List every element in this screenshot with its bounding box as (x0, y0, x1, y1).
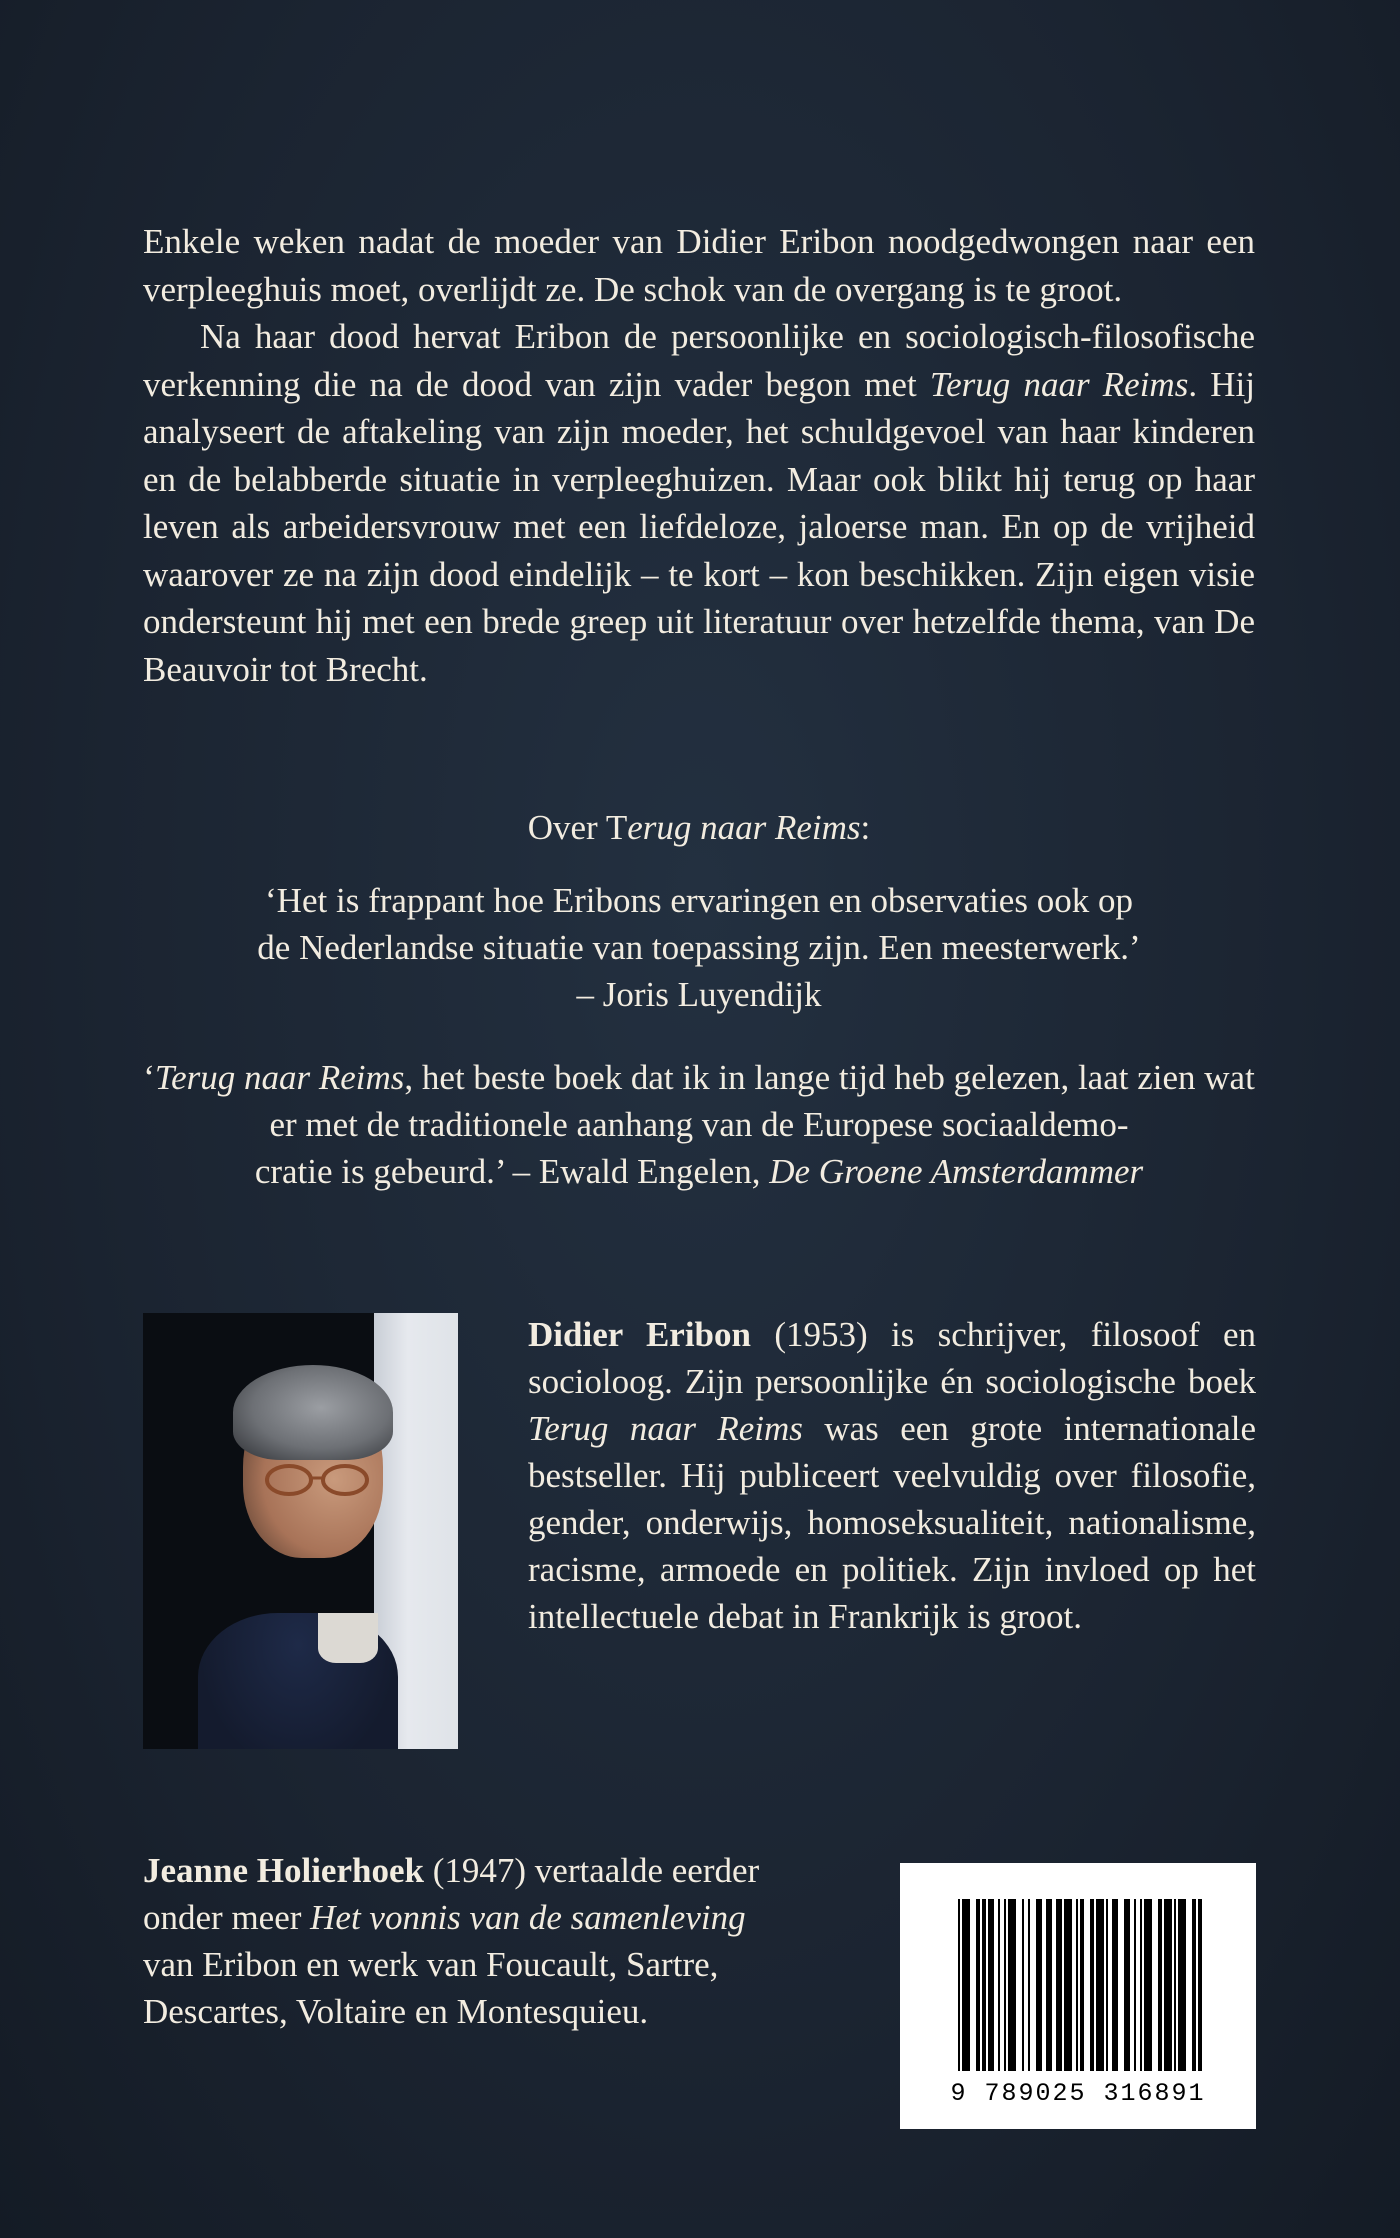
barcode-bar (982, 1899, 986, 2071)
review-quotes (143, 804, 1255, 1195)
barcode-bar (1080, 1899, 1084, 2071)
translator-line-4: Descartes, Voltaire en Montesquieu. (143, 1992, 649, 2031)
photo-glasses (263, 1463, 373, 1497)
barcode-bar (1198, 1899, 1202, 2071)
barcode-bar (1164, 1899, 1172, 2071)
barcode-bar (1036, 1899, 1042, 2071)
blurb-paragraph-1: Enkele weken nadat de moeder van Didier Eribon noodgedwongen naar een verpleeghuis moet, overlijdt ze. De schok van de overgang is te groot. (143, 222, 1255, 309)
quote-2-author: cratie is gebeurd.’ – Ewald Engelen, (254, 1152, 770, 1191)
quotes-heading-pre: Over T (527, 808, 628, 847)
blurb (143, 218, 1255, 693)
barcode-bar (1134, 1899, 1136, 2071)
quote-1-line-2: de Nederlandse situatie van toepassing zijn. Een meesterwerk.’ (257, 928, 1141, 967)
translator-text: onder meer (143, 1898, 311, 1937)
barcode-bar (1022, 1899, 1024, 2071)
photo-collar (318, 1613, 378, 1663)
quotes-heading-post: : (860, 808, 871, 847)
translator-text: (1947) vertaalde eerder (423, 1851, 760, 1890)
barcode-bar (1004, 1899, 1006, 2071)
barcode-bar (1090, 1899, 1094, 2071)
barcode-bar (1028, 1899, 1030, 2071)
barcode-bar (988, 1899, 994, 2071)
author-photo (143, 1313, 458, 1749)
quote-2: ‘Terug naar Reims, het beste boek dat ik in lange tijd heb gelezen, laat zien wat er met de traditionele aanhang van de Europese sociaaldemo- (143, 1058, 1255, 1144)
barcode-bar (1144, 1899, 1152, 2071)
quotes-heading-title: erug naar Reims (627, 808, 861, 847)
quote-2-attribution (143, 1148, 1255, 1195)
quotes-heading (143, 804, 1255, 851)
author-name: Didier Eribon (528, 1315, 751, 1354)
quote-1-author: – Joris Luyendijk (576, 975, 822, 1014)
barcode-bar (1106, 1899, 1108, 2071)
quote-2-text: , het beste boek dat ik in lange tijd heb gelezen, laat zien wat er met de traditionele aanhang van de Europese sociaaldemo- (269, 1058, 1255, 1144)
bio-book-title: Terug naar Reims (528, 1409, 803, 1448)
barcode-bar (998, 1899, 1000, 2071)
barcode-bar (1076, 1899, 1078, 2071)
barcode-bar (1064, 1899, 1072, 2071)
barcode-bar (958, 1899, 960, 2071)
barcode-bar (1158, 1899, 1162, 2071)
translator-book-title: Het vonnis van de samenleving (310, 1898, 746, 1937)
bio-text: (1953) is schrijver, filosoof en socioloog. Zijn persoonlijke én sociologische boek (528, 1315, 1256, 1401)
translator-line-1 (143, 1847, 843, 1894)
translator-line-2 (143, 1894, 843, 1941)
barcode-bar (1056, 1899, 1062, 2071)
barcode-bar (962, 1899, 970, 2071)
barcode (900, 1863, 1256, 2129)
isbn-number: 9 789025 316891 (950, 2079, 1206, 2108)
barcode-bar (1140, 1899, 1142, 2071)
bio-text: was een grote internationale bestseller. Hij publiceert veelvuldig over filosofie, gender, onderwijs, homoseksualiteit, nationalisme, racisme, armoede en politiek. Zijn invloed op het intellectuele debat in Frankrijk is groot. (528, 1409, 1256, 1636)
blurb-text: . Hij analyseert de aftakeling van zijn moeder, het schuldgevoel van haar kinderen en de belabberde situatie in verpleeghuizen. Maar ook blikt hij terug op haar leven als arbeidersvrouw met een liefdeloze, jaloerse man. En op de vrijheid waarover ze na zijn dood eindelijk – te kort – kon beschikken. Zijn eigen visie ondersteunt hij met een brede greep uit literatuur over hetzelfde thema, van De Beauvoir tot Brecht. (143, 364, 1255, 689)
barcode-bar (1124, 1899, 1130, 2071)
quote-1-line-1: ‘Het is frappant hoe Eribons ervaringen en observaties ook op (265, 881, 1133, 920)
author-bio (528, 1311, 1256, 1640)
barcode-bar (1192, 1899, 1196, 2071)
blurb-text: Na haar dood hervat Eribon de persoonlijke en sociologisch-filosofische verkenning die na de dood van zijn vader begon met (143, 317, 1255, 404)
blurb-book-title: Terug naar Reims (929, 364, 1189, 404)
quote-2-title: Terug naar Reims (154, 1058, 405, 1097)
barcode-bar (1178, 1899, 1186, 2071)
barcode-bar (1112, 1899, 1118, 2071)
barcode-bar (1046, 1899, 1052, 2071)
barcode-bar (1096, 1899, 1104, 2071)
barcode-bar (1008, 1899, 1016, 2071)
translator-line-3: van Eribon en werk van Foucault, Sartre, (143, 1945, 719, 1984)
translator-bio (143, 1847, 843, 2035)
barcode-bar (1174, 1899, 1176, 2071)
blurb-paragraph-2 (143, 313, 1255, 693)
quote-2-source: De Groene Amsterdammer (769, 1152, 1144, 1191)
translator-name: Jeanne Holierhoek (143, 1851, 424, 1890)
photo-hair (233, 1365, 393, 1460)
barcode-bar (976, 1899, 980, 2071)
